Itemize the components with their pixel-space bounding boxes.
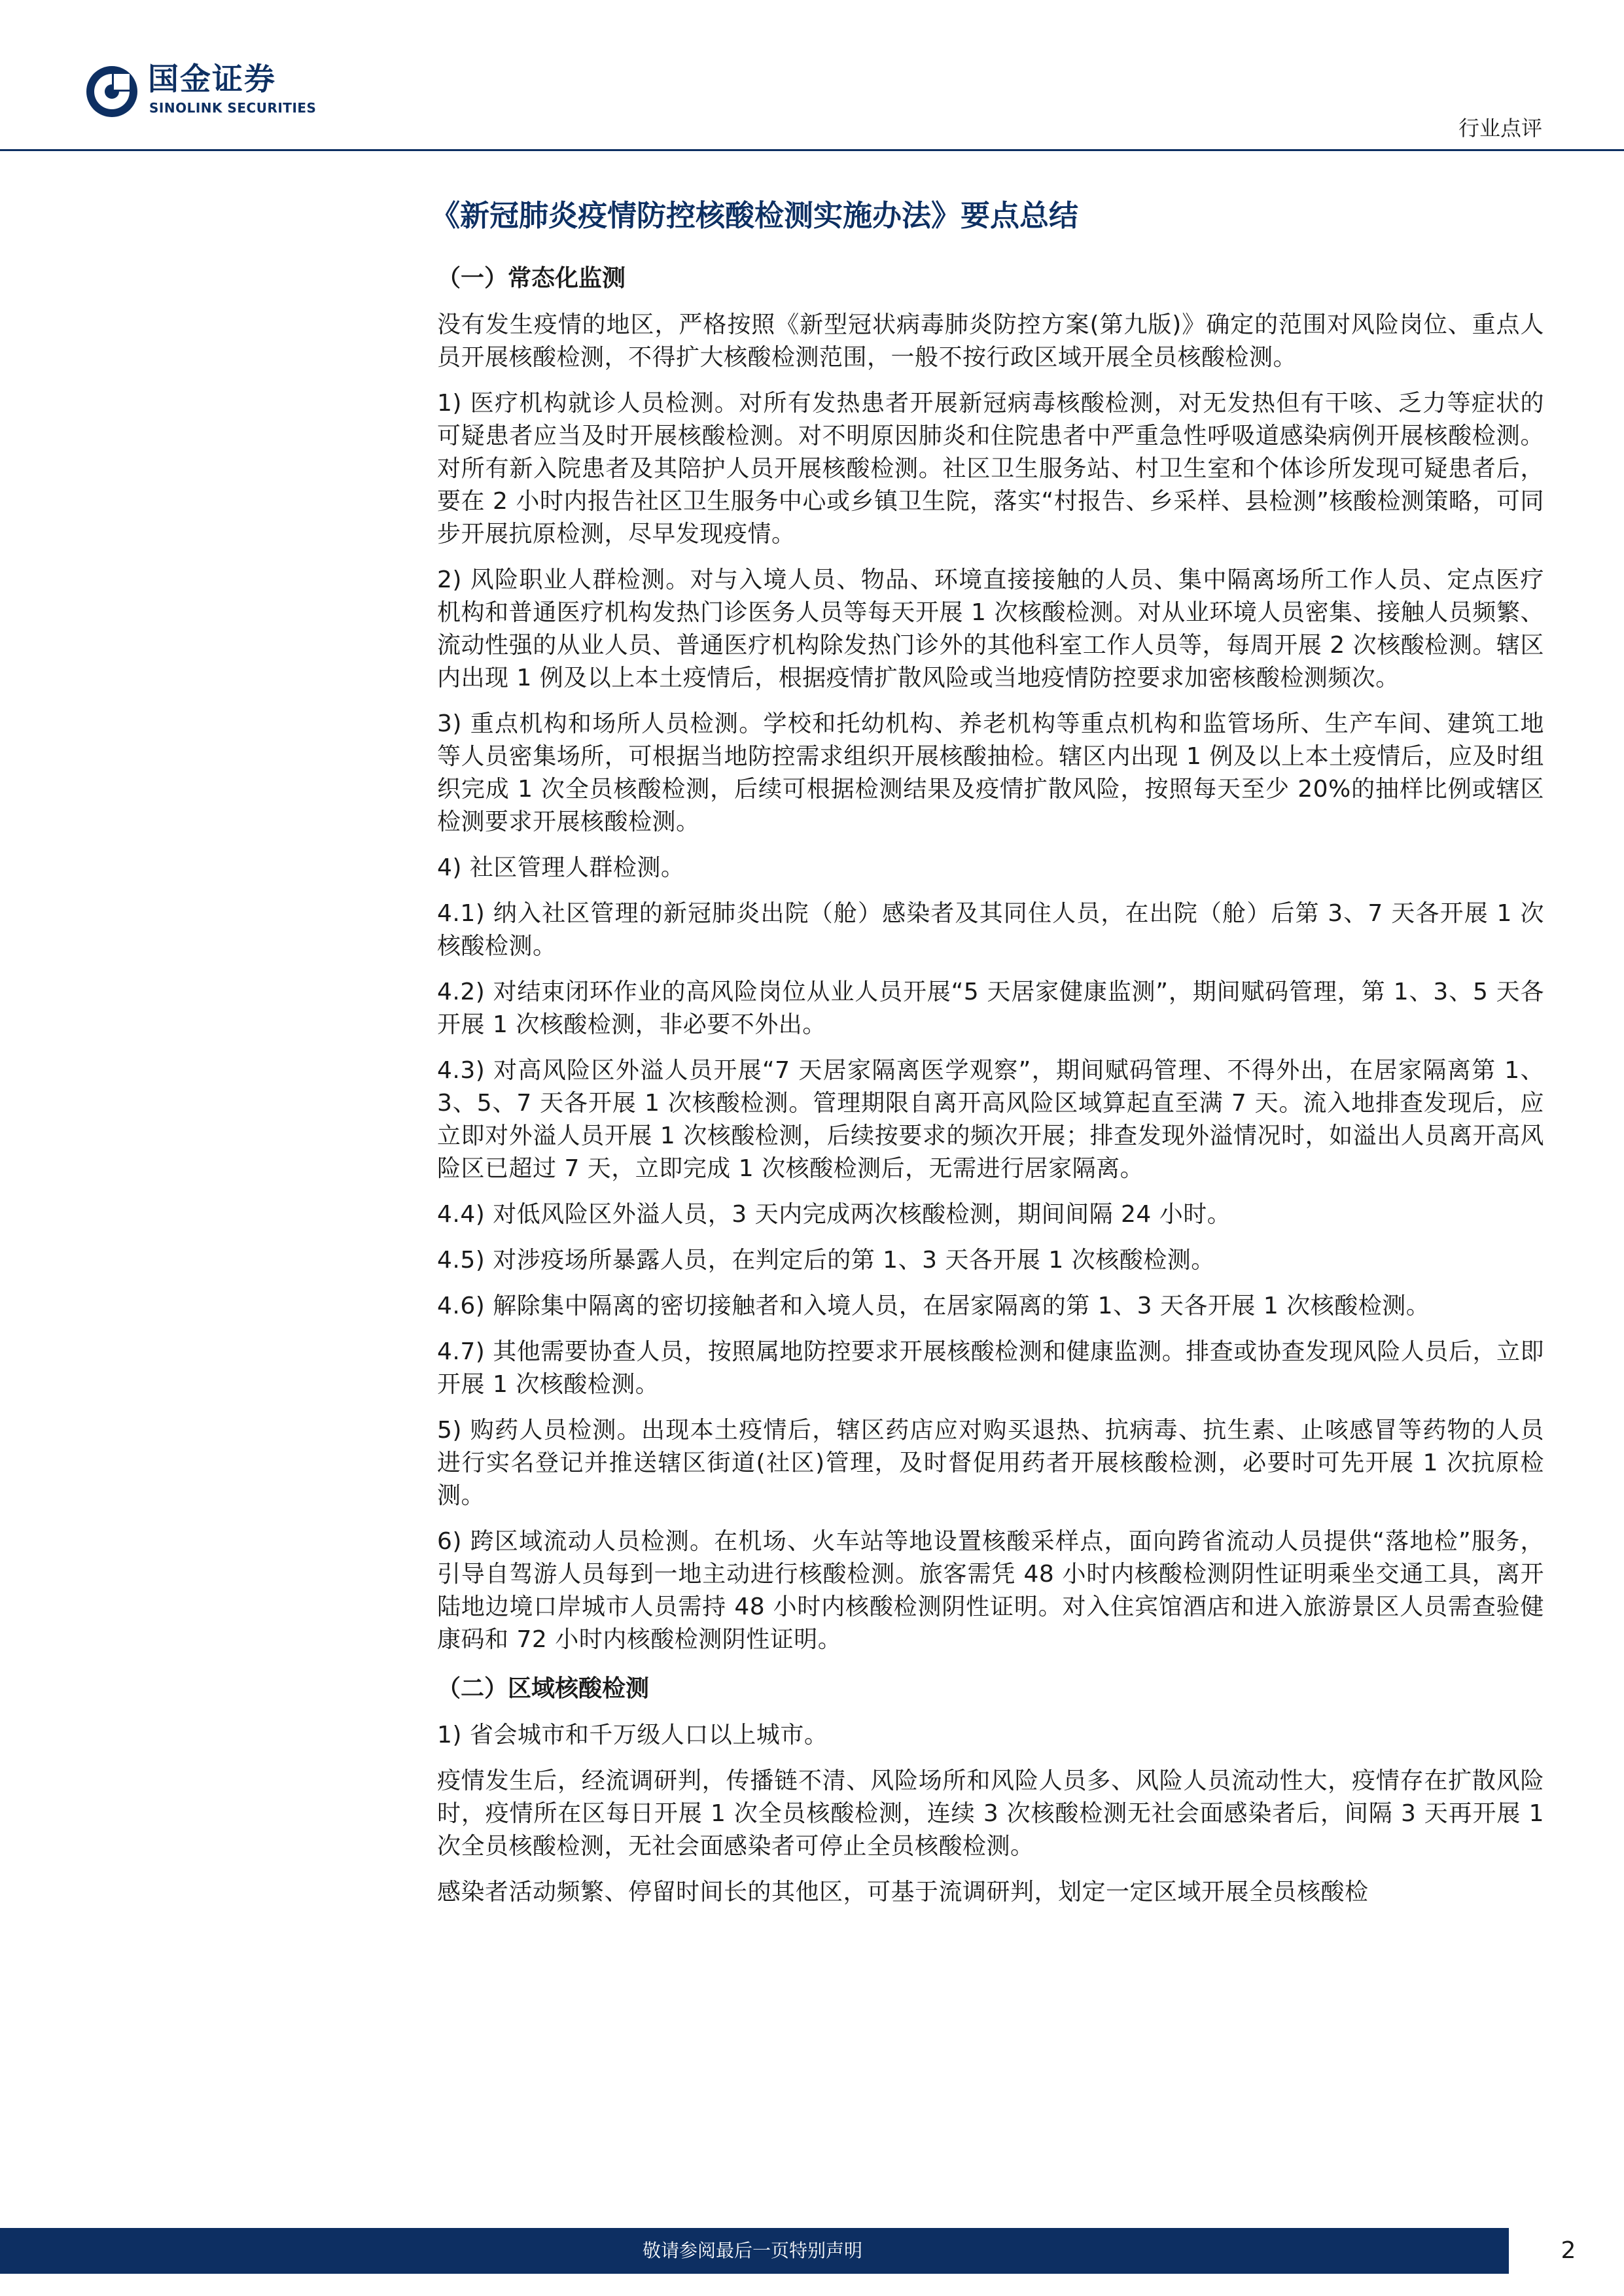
paragraph: 2) 风险职业人群检测。对与入境人员、物品、环境直接接触的人员、集中隔离场所工作人员、定点医疗机构和普通医疗机构发热门诊医务人员等每天开展 1 次核酸检测。对从业环境人员密集、接触人员频繁、流动性强的从业人员、普通医疗机构除发热门诊外的其他科室工作人员等，每周开展 2 次核酸检测。辖区内出现 1 例及以上本土疫情后，根据疫情扩散风险或当地疫情防控要求加密核酸检测频次。 — [437, 566, 1544, 691]
page-header — [0, 0, 1624, 157]
paragraph: 4.5) 对涉疫场所暴露人员，在判定后的第 1、3 天各开展 1 次核酸检测。 — [437, 1247, 1215, 1274]
document-body — [431, 190, 1544, 1922]
paragraph: 6) 跨区域流动人员检测。在机场、火车站等地设置核酸采样点，面向跨省流动人员提供“落地检”服务，引导自驾游人员每到一地主动进行核酸检测。旅客需凭 48 小时内核酸检测阴性证明乘坐交通工具，离开陆地边境口岸城市人员需持 48 小时内核酸检测阴性证明。对入住宾馆酒店和进入旅游景区人员需查验健康码和 72 小时内核酸检测阴性证明。 — [437, 1528, 1544, 1653]
report-category: 行业点评 — [1458, 116, 1542, 141]
logo-english-name: SINOLINK SECURITIES — [149, 100, 317, 116]
header-divider — [0, 149, 1624, 151]
paragraph: 4.4) 对低风险区外溢人员，3 天内完成两次核酸检测，期间间隔 24 小时。 — [437, 1201, 1231, 1228]
section-heading: （二）区域核酸检测 — [437, 1675, 650, 1702]
paragraph: 5) 购药人员检测。出现本土疫情后，辖区药店应对购买退热、抗病毒、抗生素、止咳感冒等药物的人员进行实名登记并推送辖区街道(社区)管理，及时督促用药者开展核酸检测，必要时可先开展 1 次抗原检测。 — [437, 1417, 1544, 1509]
paragraph: 4.3) 对高风险区外溢人员开展“7 天居家隔离医学观察”，期间赋码管理、不得外出，在居家隔离第 1、3、5、7 天各开展 1 次核酸检测。管理期限自离开高风险区域算起直至满 7 天。流入地排查发现后，应立即对外溢人员开展 1 次核酸检测，后续按要求的频次开展；排查发现外溢情况时，如溢出人员离开高风险区已超过 7 天，立即完成 1 次核酸检测后，无需进行居家隔离。 — [437, 1057, 1544, 1182]
section-regional-testing — [437, 1672, 1544, 1909]
paragraph: 4.6) 解除集中隔离的密切接触者和入境人员，在居家隔离的第 1、3 天各开展 1 次核酸检测。 — [437, 1293, 1430, 1319]
paragraph: 4.2) 对结束闭环作业的高风险岗位从业人员开展“5 天居家健康监测”，期间赋码管理，第 1、3、5 天各开展 1 次核酸检测，非必要不外出。 — [437, 979, 1544, 1038]
sinolink-logo — [85, 62, 321, 121]
paragraph: 1) 医疗机构就诊人员检测。对所有发热患者开展新冠病毒核酸检测，对无发热但有干咳、乏力等症状的可疑患者应当及时开展核酸检测。对不明原因肺炎和住院患者中严重急性呼吸道感染病例开展核酸检测。对所有新入院患者及其陪护人员开展核酸检测。社区卫生服务站、村卫生室和个体诊所发现可疑患者后，要在 2 小时内报告社区卫生服务中心或乡镇卫生院，落实“村报告、乡采样、县检测”核酸检测策略，可同步开展抗原检测，尽早发现疫情。 — [437, 390, 1544, 548]
page-footer — [0, 2228, 1624, 2274]
paragraph: 1) 省会城市和千万级人口以上城市。 — [437, 1722, 828, 1748]
page-number: 2 — [1561, 2237, 1576, 2264]
paragraph: 没有发生疫情的地区，严格按照《新型冠状病毒肺炎防控方案(第九版)》确定的范围对风险岗位、重点人员开展核酸检测，不得扩大核酸检测范围，一般不按行政区域开展全员核酸检测。 — [437, 311, 1544, 371]
section-routine-monitoring — [437, 262, 1544, 1656]
paragraph: 4.7) 其他需要协查人员，按照属地防控要求开展核酸检测和健康监测。排查或协查发现风险人员后，立即开展 1 次核酸检测。 — [437, 1338, 1544, 1398]
footer-disclaimer: 敬请参阅最后一页特别声明 — [642, 2240, 862, 2261]
paragraph: 4.1) 纳入社区管理的新冠肺炎出院（舱）感染者及其同住人员，在出院（舱）后第 3、7 天各开展 1 次核酸检测。 — [437, 900, 1544, 960]
paragraph: 4) 社区管理人群检测。 — [437, 854, 685, 881]
paragraph: 感染者活动频繁、停留时间长的其他区，可基于流调研判，划定一定区域开展全员核酸检 — [437, 1879, 1369, 1905]
sinolink-logo-icon — [85, 65, 139, 118]
document-title: 《新冠肺炎疫情防控核酸检测实施办法》要点总结 — [431, 198, 1079, 233]
section-heading: （一）常态化监测 — [437, 265, 626, 292]
paragraph: 疫情发生后，经流调研判，传播链不清、风险场所和风险人员多、风险人员流动性大，疫情存在扩散风险时，疫情所在区每日开展 1 次全员核酸检测，连续 3 次核酸检测无社会面感染者后，间隔 3 天再开展 1 次全员核酸检测，无社会面感染者可停止全员核酸检测。 — [437, 1767, 1544, 1860]
logo-chinese-name: 国金证券 — [148, 61, 276, 97]
page-number-box — [1505, 2228, 1624, 2274]
paragraph: 3) 重点机构和场所人员检测。学校和托幼机构、养老机构等重点机构和监管场所、生产车间、建筑工地等人员密集场所，可根据当地防控需求组织开展核酸抽检。辖区内出现 1 例及以上本土疫情后，应及时组织完成 1 次全员核酸检测，后续可根据检测结果及疫情扩散风险，按照每天至少 20%的抽样比例或辖区检测要求开展核酸检测。 — [437, 710, 1544, 835]
